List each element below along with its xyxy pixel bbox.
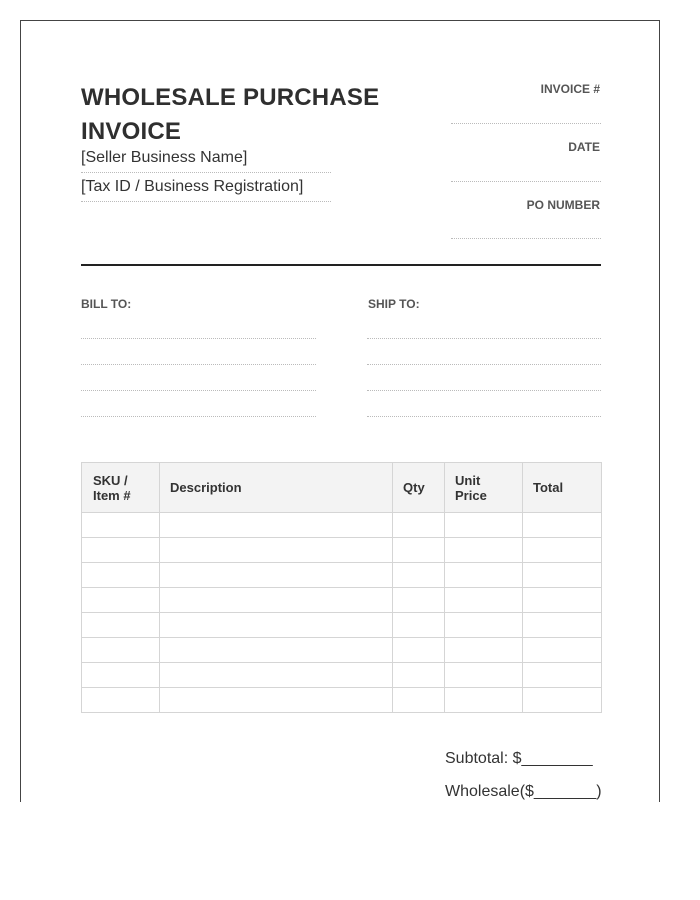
table-cell[interactable]: [445, 538, 523, 563]
bill-to-label: BILL TO:: [81, 297, 132, 311]
line-items-body: [82, 513, 602, 713]
ship-to-line[interactable]: [367, 338, 601, 339]
table-cell[interactable]: [82, 538, 160, 563]
bill-to-line[interactable]: [81, 390, 316, 391]
po-number-label: PO NUMBER: [526, 198, 600, 212]
table-cell[interactable]: [445, 688, 523, 713]
table-cell[interactable]: [523, 538, 602, 563]
table-row: [82, 563, 602, 588]
col-header-qty: Qty: [393, 463, 445, 513]
table-cell[interactable]: [160, 663, 393, 688]
tax-id-field[interactable]: [Tax ID / Business Registration]: [81, 177, 331, 202]
ship-to-line[interactable]: [367, 364, 601, 365]
table-cell[interactable]: [82, 588, 160, 613]
bill-to-line[interactable]: [81, 364, 316, 365]
bill-to-line[interactable]: [81, 338, 316, 339]
table-cell[interactable]: [523, 613, 602, 638]
col-header-unit-price: Unit Price: [445, 463, 523, 513]
table-row: [82, 663, 602, 688]
table-row: [82, 638, 602, 663]
table-cell[interactable]: [160, 588, 393, 613]
table-row: [82, 688, 602, 713]
ship-to-line[interactable]: [367, 390, 601, 391]
table-cell[interactable]: [393, 588, 445, 613]
wholesale-line[interactable]: Wholesale($_______): [445, 783, 602, 800]
table-cell[interactable]: [523, 663, 602, 688]
table-cell[interactable]: [393, 613, 445, 638]
line-items-table: [81, 462, 602, 713]
invoice-sheet: [20, 20, 660, 802]
invoice-number-label: INVOICE #: [540, 82, 600, 96]
table-cell[interactable]: [393, 563, 445, 588]
table-cell[interactable]: [445, 638, 523, 663]
table-cell[interactable]: [393, 513, 445, 538]
date-label: DATE: [568, 140, 600, 154]
table-cell[interactable]: [393, 688, 445, 713]
title-line-1: WHOLESALE PURCHASE: [81, 84, 380, 111]
table-cell[interactable]: [160, 638, 393, 663]
subtotal-line[interactable]: Subtotal: $________: [445, 750, 593, 767]
po-number-field[interactable]: [451, 238, 601, 239]
col-header-total: Total: [523, 463, 602, 513]
table-cell[interactable]: [82, 638, 160, 663]
table-cell[interactable]: [523, 688, 602, 713]
table-cell[interactable]: [445, 663, 523, 688]
date-field[interactable]: [451, 181, 601, 182]
table-cell[interactable]: [523, 563, 602, 588]
table-cell[interactable]: [160, 513, 393, 538]
table-cell[interactable]: [523, 638, 602, 663]
table-cell[interactable]: [445, 588, 523, 613]
invoice-title: [81, 81, 411, 149]
table-cell[interactable]: [393, 538, 445, 563]
invoice-number-field[interactable]: [451, 123, 601, 124]
bill-to-line[interactable]: [81, 416, 316, 417]
col-header-sku: SKU / Item #: [82, 463, 160, 513]
table-cell[interactable]: [160, 563, 393, 588]
table-cell[interactable]: [523, 588, 602, 613]
col-header-description: Description: [160, 463, 393, 513]
table-cell[interactable]: [445, 563, 523, 588]
title-line-2: INVOICE: [81, 118, 182, 145]
table-cell[interactable]: [445, 613, 523, 638]
table-cell[interactable]: [393, 638, 445, 663]
table-cell[interactable]: [160, 538, 393, 563]
table-cell[interactable]: [393, 663, 445, 688]
table-cell[interactable]: [82, 613, 160, 638]
table-cell[interactable]: [82, 513, 160, 538]
table-cell[interactable]: [160, 688, 393, 713]
table-cell[interactable]: [523, 513, 602, 538]
table-row: [82, 513, 602, 538]
ship-to-label: SHIP TO:: [368, 297, 420, 311]
seller-business-name[interactable]: [Seller Business Name]: [81, 148, 331, 173]
table-row: [82, 588, 602, 613]
table-header-row: [82, 463, 602, 513]
table-cell[interactable]: [82, 563, 160, 588]
table-row: [82, 538, 602, 563]
table-row: [82, 613, 602, 638]
table-cell[interactable]: [445, 513, 523, 538]
table-cell[interactable]: [82, 688, 160, 713]
table-cell[interactable]: [160, 613, 393, 638]
table-cell[interactable]: [82, 663, 160, 688]
ship-to-line[interactable]: [367, 416, 601, 417]
header-divider: [81, 264, 601, 266]
